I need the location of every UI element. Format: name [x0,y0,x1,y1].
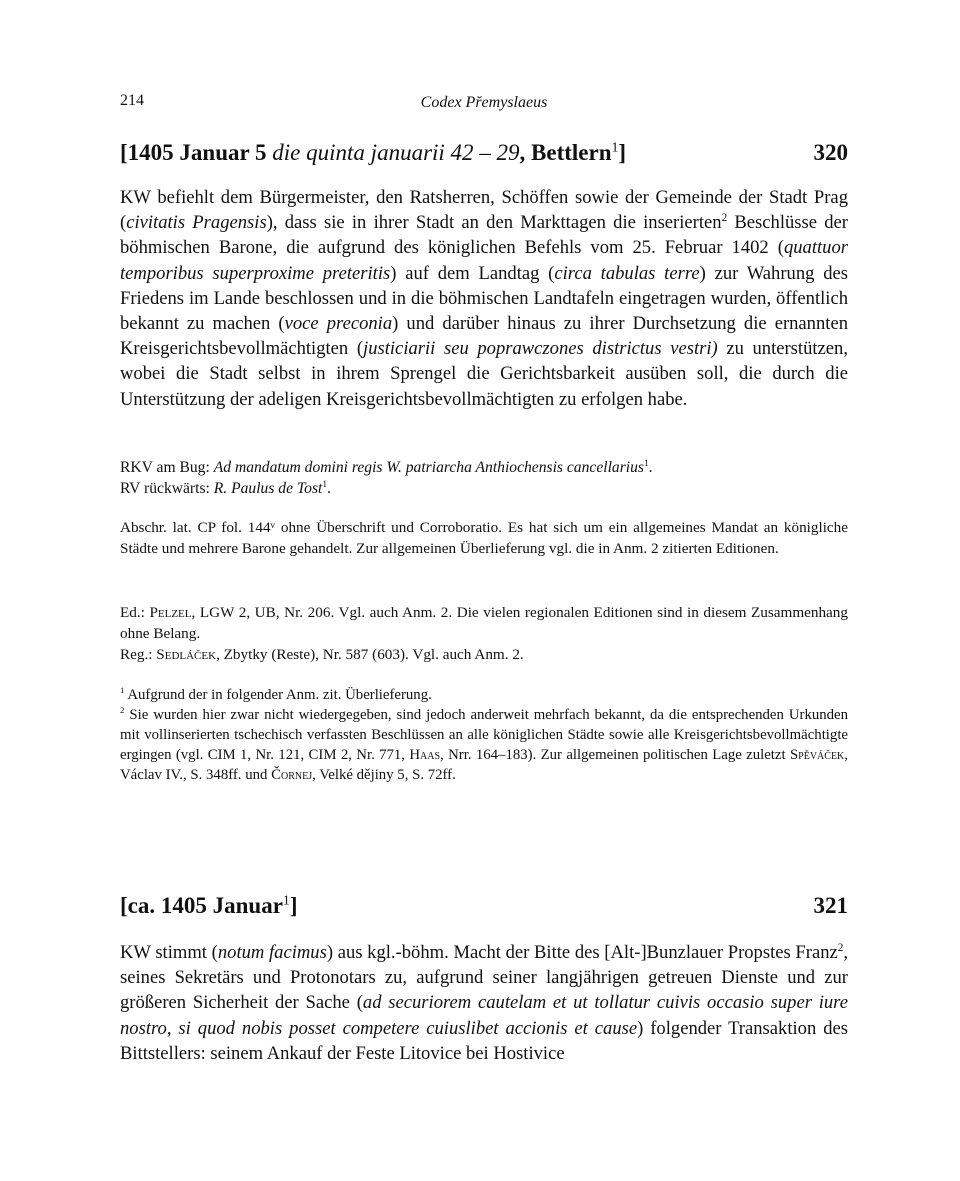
running-title: Codex Přemyslaeus [420,94,548,111]
author: Sedláček [156,646,217,663]
text: , Václav IV., S. 348ff. und [120,747,848,783]
text: , seines Sekretärs und Protonotars zu, aufgrund seiner langjährigen getreuen Dienste und zur größeren Sicherheit der Sache ( [120,942,848,1014]
text: KW stimmt ( [120,942,218,963]
footnote-ref: 1 [322,479,328,490]
footnote-ref: 1 [643,458,649,469]
text: ) aus kgl.-böhm. Macht der Bitte des [Alt-]Bunzlauer Propstes Franz [326,942,838,963]
text: , Nrr. 164–183). Zur allgemeinen politischen Lage zuletzt [440,747,790,763]
rv-note [120,478,848,499]
entry-number: 321 [813,893,848,918]
entry-321-heading [120,893,848,923]
edition-line [120,602,848,644]
text: ) und darüber hinaus zu ihrer Durchsetzung die ernannten Kreisgerichtsbevollmächtigten ( [120,313,848,360]
footnote-ref: 1 [282,892,290,908]
transmission-note: Abschr. lat. CP fol. 144ᵛ ohne Überschrift und Corroboratio. Es hat sich um ein allgemeines Mandat an königliche Städte und mehrere Barone gehandelt. Zur allgemeinen Überlieferung vgl. die in Anm. 2 zitierten Editionen. [120,519,848,557]
editions-note [120,602,848,665]
page-number: 214 [120,92,144,109]
text: Sie wurden hier zwar nicht wiedergegeben, sind jedoch anderweit mehrfach bekannt, da die entsprechenden Urkunden mit vollinserierten tschechisch verfassten Beschlüssen an alle königlichen Städte sowie alle Kreisgerichtsbevollmächtigte ergingen (vgl. CIM 1, Nr. 121, CIM 2, Nr. 771, [120,707,848,763]
heading-close: ] [618,140,627,165]
text: ) zur Wahrung des Friedens im Lande beschlossen und in die böhmischen Landtafeln eingetragen wurden, öffentlich bekannt zu machen ( [120,262,848,335]
regest-line [120,644,848,665]
latin-quote: justiciarii seu poprawczones districtus vestri) [363,338,718,360]
latin-quote: circa tabulas terre [554,262,700,284]
text: ) auf dem Landtag ( [390,262,555,284]
footnote-1 [120,685,848,705]
entry-320-heading [120,140,848,170]
text: , Velké dějiny 5, S. 72ff. [312,767,456,783]
label: RKV am Bug: [120,459,214,476]
text: KW befiehlt dem Bürgermeister, den Ratsherren, Schöffen sowie der Gemeinde der Stadt Prag ( [120,187,848,234]
latin-note: Ad mandatum domini regis W. patriarcha Anthiochensis cancellarius [213,459,644,476]
footnotes [120,685,848,785]
text: . [327,480,331,497]
footnote-2 [120,705,848,785]
entry-321-title [120,893,298,919]
author: Haas [409,747,441,763]
footnote-mark: 2 [120,705,125,716]
text: . [648,459,653,476]
entry-320-title [120,140,626,166]
latin-quote: notum facimus [217,942,327,963]
author: Spěváček [789,747,845,763]
latin-quote: ad securiorem cautelam et ut tollatur cuivis occasio super iure nostro, si quod nobis posset competere cuiuslibet accionis et cause [120,992,848,1039]
text: , LGW 2, UB, Nr. 206. Vgl. auch Anm. 2. Die vielen regionalen Editionen sind in diesem Zusammenhang ohne Belang. [120,604,848,642]
text: ) folgender Transaktion des Bittstellers: seinem Ankauf der Feste Litovice bei Hostivice [120,1017,848,1064]
author: Čornej [271,767,313,783]
rkv-note [120,457,848,478]
heading-latin-date: die quinta januarii 42 – 29 [272,140,520,165]
footnote-ref: 2 [721,212,728,225]
text: Aufgrund der in folgender Anm. zit. Überlieferung. [124,687,432,703]
heading-close: ] [289,893,298,918]
heading-date: [1405 Januar 5 [120,140,273,165]
label: RV rückwärts: [120,480,214,497]
entry-320-regest [120,185,848,412]
latin-note: R. Paulus de Tost [213,480,323,497]
footnote-mark: 1 [120,685,125,696]
footnote-ref: 1 [611,139,619,155]
latin-quote: voce preconia [284,313,393,335]
heading-place: , Bettlern [519,140,612,165]
label: Ed.: [120,604,150,621]
chancery-notes [120,457,848,499]
text: zu unterstützen, wobei die Stadt selbst in ihrem Sprengel die Gerichtsbarkeit ausüben soll, die durch die Unterstützung der adeligen Kreisgerichtsbevollmächtigten zu erfolgen habe. [120,338,848,410]
heading-date: [ca. 1405 Januar [120,893,283,918]
footnote-ref: 2 [837,941,844,954]
text: ), dass sie in ihrer Stadt an den Markttagen die inserierten [266,212,722,234]
running-header [120,92,848,120]
text: Beschlüsse der böhmischen Barone, die aufgrund des königlichen Befehls vom 25. Februar 1402 ( [120,212,848,259]
latin-quote: quattuor temporibus superproxime preteritis [120,237,848,284]
text: , Zbytky (Reste), Nr. 587 (603). Vgl. auch Anm. 2. [216,646,524,663]
latin-quote: civitatis Pragensis [126,212,267,234]
entry-321-regest [120,940,848,1066]
author: Pelzel [149,604,192,621]
entry-number: 320 [813,140,848,165]
label: Reg.: [120,646,157,663]
